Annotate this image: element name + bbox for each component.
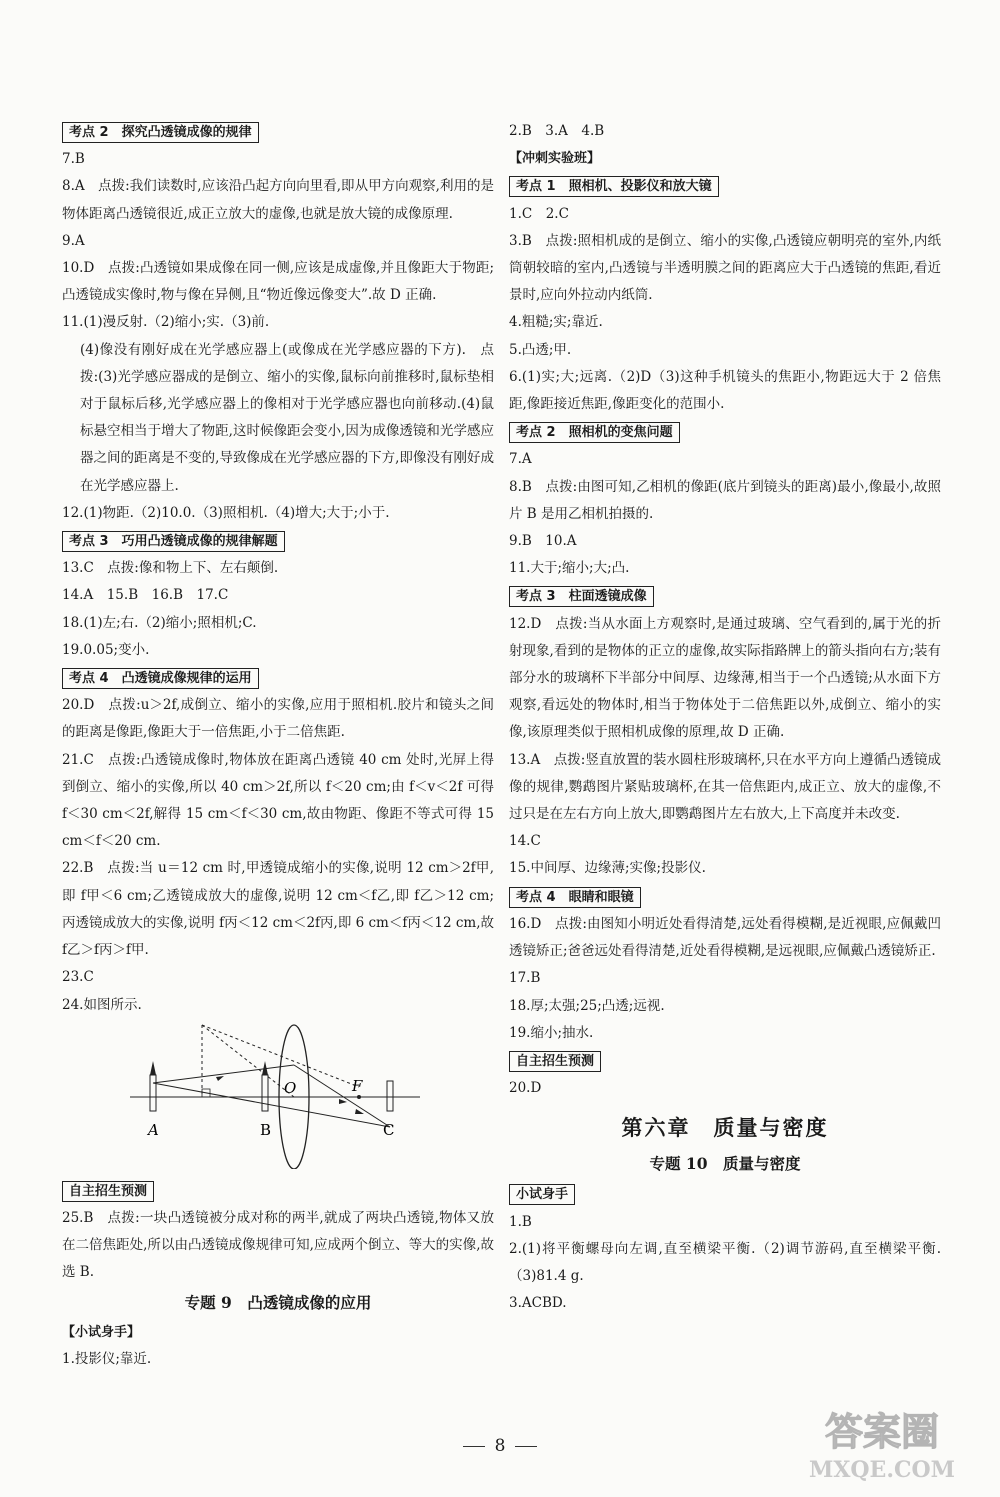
section-tag: 【冲刺实验班】 — [509, 151, 601, 167]
section-heading-box: 考点 3 柱面透镜成像 — [509, 586, 654, 607]
label-o: O — [284, 1078, 297, 1097]
label-c: C — [383, 1120, 395, 1139]
ray-1 — [153, 1065, 294, 1083]
answer-item: 18.厚;太强;25;凸透;远视. — [509, 997, 665, 1014]
section-heading-box: 考点 4 凸透镜成像规律的运用 — [62, 668, 259, 689]
label-a: A — [148, 1120, 159, 1139]
section-heading-box: 自主招生预测 — [509, 1051, 601, 1072]
answer-item: 8.B 点拨:由图可知,乙相机的像距(底片到镜头的距离)最小,像最小,故照片 B 是用乙相机拍摄的. — [509, 478, 941, 522]
answer-item: 11.大于;缩小;大;凸. — [509, 560, 630, 577]
answer-item: 7.A — [509, 451, 532, 468]
ray-arrow-2 — [339, 1099, 347, 1104]
label-b: B — [260, 1120, 272, 1139]
answer-item: 24.如图所示. — [62, 996, 142, 1013]
answer-item: 1.C 2.C — [509, 205, 569, 222]
answer-item: 16.D 点拨:由图知小明近处看得清楚,远处看得模糊,是近视眼,应佩戴凹透镜矫正;爸爸远处看得清楚,近处看得模糊,是远视眼,应佩戴凸透镜矫正. — [509, 915, 941, 960]
page-number: 8 — [0, 1436, 1000, 1456]
answer-item: 17.B — [509, 970, 541, 987]
answer-item: 18.(1)左;右.（2)缩小;照相机;C. — [62, 614, 257, 631]
answer-item: 2.B 3.A 4.B — [509, 123, 605, 139]
left-column — [62, 118, 494, 1373]
answer-item: 25.B 点拨:一块凸透镜被分成对称的两半,就成了两块凸透镜,物体又放在二倍焦距处,所以由凸透镜成像规律可知,应成两个倒立、等大的实像,故选 B. — [62, 1209, 494, 1281]
answer-item: 14.C — [509, 833, 541, 850]
answer-item: 14.A 15.B 16.B 17.C — [62, 587, 229, 604]
answer-item: 9.B 10.A — [509, 533, 577, 550]
watermark-logo — [782, 1397, 982, 1487]
answer-item: 12.(1)物距.（2)10.0.（3)照相机.（4)增大;大于;小于. — [62, 504, 390, 521]
section-tag: 【小试身手】 — [62, 1324, 141, 1340]
answer-item: 8.A 点拨:我们读数时,应该沿凸起方向向里看,即从甲方向观察,利用的是物体距离凸透镜很近,成正立放大的虚像,也就是放大镜的成像原理. — [62, 178, 494, 222]
ray-arrow-1 — [216, 1076, 224, 1081]
answer-item: 11.(1)漫反射.（2)缩小;实.（3)前. — [62, 314, 270, 331]
section-heading-box: 考点 1 照相机、投影仪和放大镜 — [509, 176, 719, 197]
section-heading-box: 考点 2 探究凸透镜成像的规律 — [62, 122, 259, 143]
right-column — [509, 118, 941, 1317]
answer-item: 13.C 点拨:像和物上下、左右颠倒. — [62, 560, 279, 577]
section-heading-box: 考点 2 照相机的变焦问题 — [509, 422, 680, 443]
watermark-line2: MXQE.COM — [808, 1457, 956, 1483]
answer-item: 6.(1)实;大;远离.（2)D（3)这种手机镜头的焦距小,物距远大于 2 倍焦距,像距接近焦距,像距变化的范围小. — [509, 368, 941, 413]
answer-continuation: (4)像没有刚好成在光学感应器上(或像成在光学感应器的下方). 点拨:(3)光学感应器成的是倒立、缩小的实像,鼠标向前推移时,鼠标垫相对于鼠标后移,光学感应器上的像相对于光学感应器也向前移动.(4)鼠标悬空相当于增大了物距,这时候像距会变小,因为成像透镜和光学感应器之间的距离是不变的,导致像成在光学感应器的下方,即像没有刚好成在光学感应器上. — [80, 341, 494, 494]
answer-item: 22.B 点拨:当 u＝12 cm 时,甲透镜成缩小的实像,说明 12 cm＞2f甲,即 f甲＜6 cm;乙透镜成放大的虚像,说明 12 cm＜f乙,即 f乙＞12 cm;丙透镜成放大的实像,说明 f丙＜12 cm＜2f丙,即 6 cm＜f丙＜12 cm,故 f乙＞f丙＞f甲. — [62, 860, 494, 959]
focus-point — [357, 1095, 361, 1099]
answer-item: 3.ACBD. — [509, 1295, 567, 1312]
section-heading-box: 小试身手 — [509, 1184, 575, 1205]
section-heading-box: 考点 4 眼睛和眼镜 — [509, 887, 641, 908]
answer-item: 20.D 点拨:u＞2f,成倒立、缩小的实像,应用于照相机.胶片和镜头之间的距离是像距,像距大于一倍焦距,小于二倍焦距. — [62, 697, 494, 741]
answer-item: 1.B — [509, 1213, 532, 1230]
topic-title: 专题 10 质量与密度 — [649, 1154, 801, 1174]
lens-ray-diagram — [124, 1023, 424, 1169]
answer-item: 12.D 点拨:当从水面上方观察时,是通过玻璃、空气看到的,属于光的折射现象,看到的是物体的正立的虚像,故实际指路牌上的箭头指向右方;装有部分水的玻璃杯下半部分中间厚、边缘薄,相当于一个凸透镜;从水面下方观察,看远处的物体时,相当于物体处于二倍焦距以外,成倒立、缩小的实像,该原理类似于照相机成像的原理,故 D 正确. — [509, 615, 941, 741]
arrow-a — [150, 1061, 156, 1075]
answer-item: 1.投影仪;靠近. — [62, 1350, 152, 1367]
answer-item: 4.粗糙;实;靠近. — [509, 314, 603, 331]
answer-item: 23.C — [62, 969, 94, 986]
answer-item: 15.中间厚、边缘薄;实像;投影仪. — [509, 860, 706, 877]
label-f: F — [352, 1076, 363, 1095]
watermark-line1: 答案圈 — [824, 1409, 940, 1454]
section-heading-box: 自主招生预测 — [62, 1181, 154, 1202]
chapter-title: 第六章 质量与密度 — [621, 1115, 829, 1141]
topic-title: 专题 9 凸透镜成像的应用 — [184, 1292, 372, 1312]
answer-item: 20.D — [509, 1080, 542, 1097]
answer-item: 7.B — [62, 151, 85, 168]
answer-item: 9.A — [62, 232, 85, 249]
image-c — [387, 1081, 393, 1111]
answer-item: 21.C 点拨:凸透镜成像时,物体放在距离凸透镜 40 cm 处时,光屏上得到倒立、缩小的实像,所以 40 cm＞2f,所以 f＜20 cm;由 f＜v＜2f 可得 f＜30 cm＜2f,解得 15 cm＜f＜30 cm,故由物距、像距不等式可得 15 cm＜f＜20 cm. — [62, 751, 494, 850]
object-a — [150, 1075, 156, 1111]
answer-item: 13.A 点拨:竖直放置的装水圆柱形玻璃杯,只在水平方向上遵循凸透镜成像的规律,鹦鹉图片紧贴玻璃杯,在其一倍焦距内,成正立、放大的虚像,不过只是在左右方向上放大,即鹦鹉图片左右放大,上下高度并未改变. — [509, 751, 941, 823]
answer-item: 2.(1)将平衡螺母向左调,直至横梁平衡.（2)调节游码,直至横梁平衡.（3)81.4 g. — [509, 1240, 941, 1284]
answer-item: 10.D 点拨:凸透镜如果成像在同一侧,应该是成虚像,并且像距大于物距;凸透镜成实像时,物与像在异侧,且“物近像远像变大”.故 D 正确. — [62, 260, 494, 304]
dashed-extension-1 — [202, 1025, 297, 1097]
answer-item: 3.B 点拨:照相机成的是倒立、缩小的实像,凸透镜应朝明亮的室外,内纸筒朝较暗的室内,凸透镜与半透明膜之间的距离应大于凸透镜的焦距,看近景时,应向外拉动内纸筒. — [509, 232, 941, 304]
answer-item: 19.缩小;抽水. — [509, 1024, 594, 1041]
object-b — [262, 1075, 268, 1111]
answer-item: 19.0.05;变小. — [62, 641, 150, 658]
answer-item: 5.凸透;甲. — [509, 341, 572, 358]
section-heading-box: 考点 3 巧用凸透镜成像的规律解题 — [62, 531, 285, 552]
dashed-extension-2 — [202, 1025, 359, 1087]
